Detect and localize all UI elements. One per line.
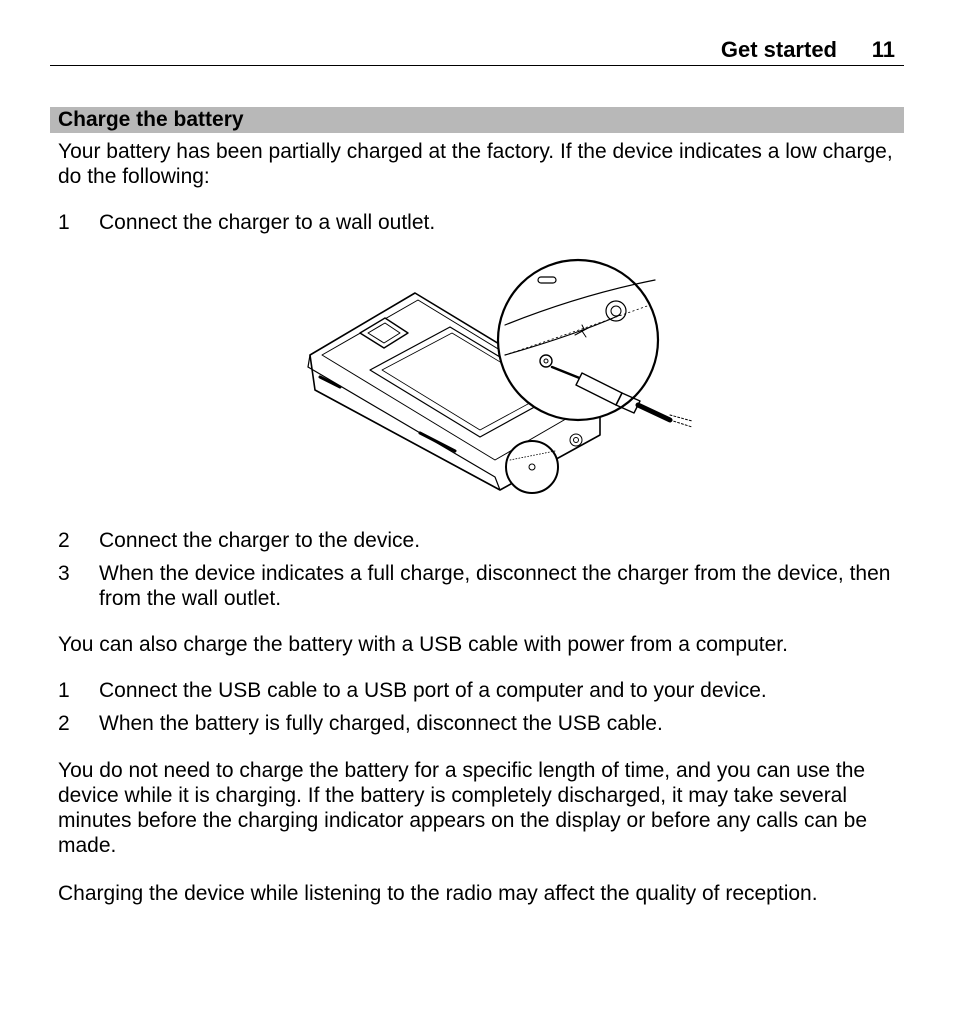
usb-intro-paragraph: You can also charge the battery with a USB cable with power from a computer. [58, 633, 788, 656]
step-text: Connect the charger to the device. [99, 529, 421, 552]
radio-note-paragraph: Charging the device while listening to the radio may affect the quality of reception. [58, 882, 818, 905]
page-header [50, 34, 904, 66]
step-number: 2 [58, 529, 70, 552]
step-text: Connect the charger to a wall outlet. [99, 211, 436, 234]
charging-note-paragraph: You do not need to charge the battery for a specific length of time, and you can use the device while it is charging. If the battery is completely discharged, it may take several minutes before the charging indicator appears on the display or before any calls can be made. [58, 759, 867, 857]
step-number: 3 [58, 562, 70, 585]
phone-charging-icon [300, 255, 700, 500]
phone-charging-illustration [300, 255, 700, 500]
section-title: Charge the battery [58, 108, 244, 131]
step-number: 1 [58, 679, 70, 702]
step-text: When the battery is fully charged, disconnect the USB cable. [99, 712, 663, 735]
header-page-number: 11 [871, 37, 895, 62]
intro-paragraph: Your battery has been partially charged at the factory. If the device indicates a low charge, do the following: [58, 140, 893, 188]
header-section-title: Get started [720, 37, 837, 62]
step-text: Connect the USB cable to a USB port of a computer and to your device. [99, 679, 767, 702]
step-text: When the device indicates a full charge, disconnect the charger from the device, then from the wall outlet. [99, 562, 891, 610]
step-number: 2 [58, 712, 70, 735]
section-heading-bar [50, 107, 904, 133]
step-number: 1 [58, 211, 70, 234]
